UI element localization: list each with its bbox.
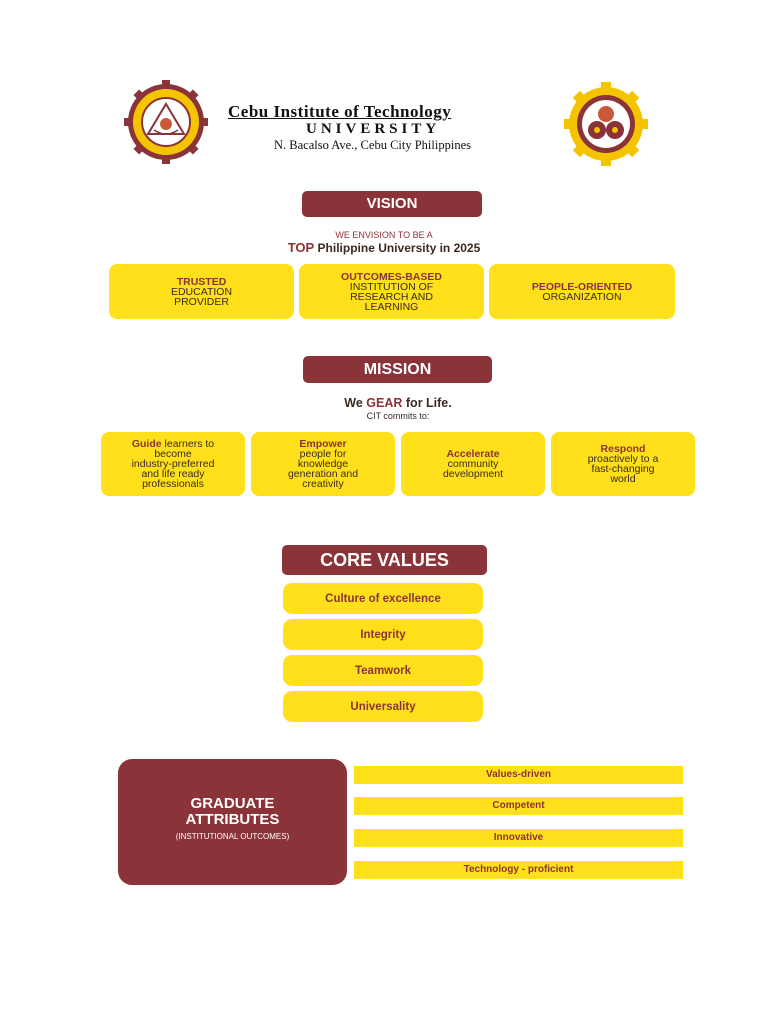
graduate-attribute-item: Innovative <box>354 829 683 847</box>
vision-item-outcomes-based: OUTCOMES-BASED INSTITUTION OF RESEARCH AND LEARNING <box>299 264 484 319</box>
mission-item-accelerate: Accelerate community development <box>401 432 545 496</box>
vision-item-people-oriented: PEOPLE-ORIENTED ORGANIZATION <box>489 264 675 319</box>
mission-commits: CIT commits to: <box>366 411 430 421</box>
mission-item-empower: Empower people for knowledge generation and creativity <box>251 432 395 496</box>
university-seal-left <box>124 80 208 164</box>
core-value-item: Universality <box>283 691 483 722</box>
graduate-title-line1: GRADUATE <box>190 795 275 812</box>
graduate-attribute-item: Competent <box>354 797 683 815</box>
vision-heading: VISION <box>302 191 482 217</box>
vision-item-trusted: TRUSTED EDUCATION PROVIDER <box>109 264 294 319</box>
core-values-heading: CORE VALUES <box>282 545 487 575</box>
graduate-title-line2: ATTRIBUTES <box>185 811 280 828</box>
graduate-subtitle: (INSTITUTIONAL OUTCOMES) <box>175 832 290 841</box>
core-value-item: Culture of excellence <box>283 583 483 614</box>
mission-item-guide: Guide learners to become industry-preferred and life ready professionals <box>101 432 245 496</box>
gear-emblem-right <box>564 82 648 166</box>
graduate-attributes-panel <box>118 759 347 885</box>
university-name: Cebu Institute of Technology <box>228 102 452 121</box>
vision-intro: WE ENVISION TO BE A <box>335 230 433 240</box>
mission-item-respond: Respond proactively to a fast-changing world <box>551 432 695 496</box>
university-subtitle: UNIVERSITY <box>306 121 441 137</box>
mission-tagline: We GEAR for Life. <box>344 396 452 410</box>
core-value-item: Integrity <box>283 619 483 650</box>
mission-heading: MISSION <box>303 356 492 383</box>
graduate-attribute-item: Technology - proficient <box>354 861 683 879</box>
core-value-item: Teamwork <box>283 655 483 686</box>
university-address: N. Bacalso Ave., Cebu City Philippines <box>274 138 471 152</box>
graduate-attribute-item: Values-driven <box>354 766 683 784</box>
vision-tagline: TOP Philippine University in 2025 <box>287 240 481 255</box>
